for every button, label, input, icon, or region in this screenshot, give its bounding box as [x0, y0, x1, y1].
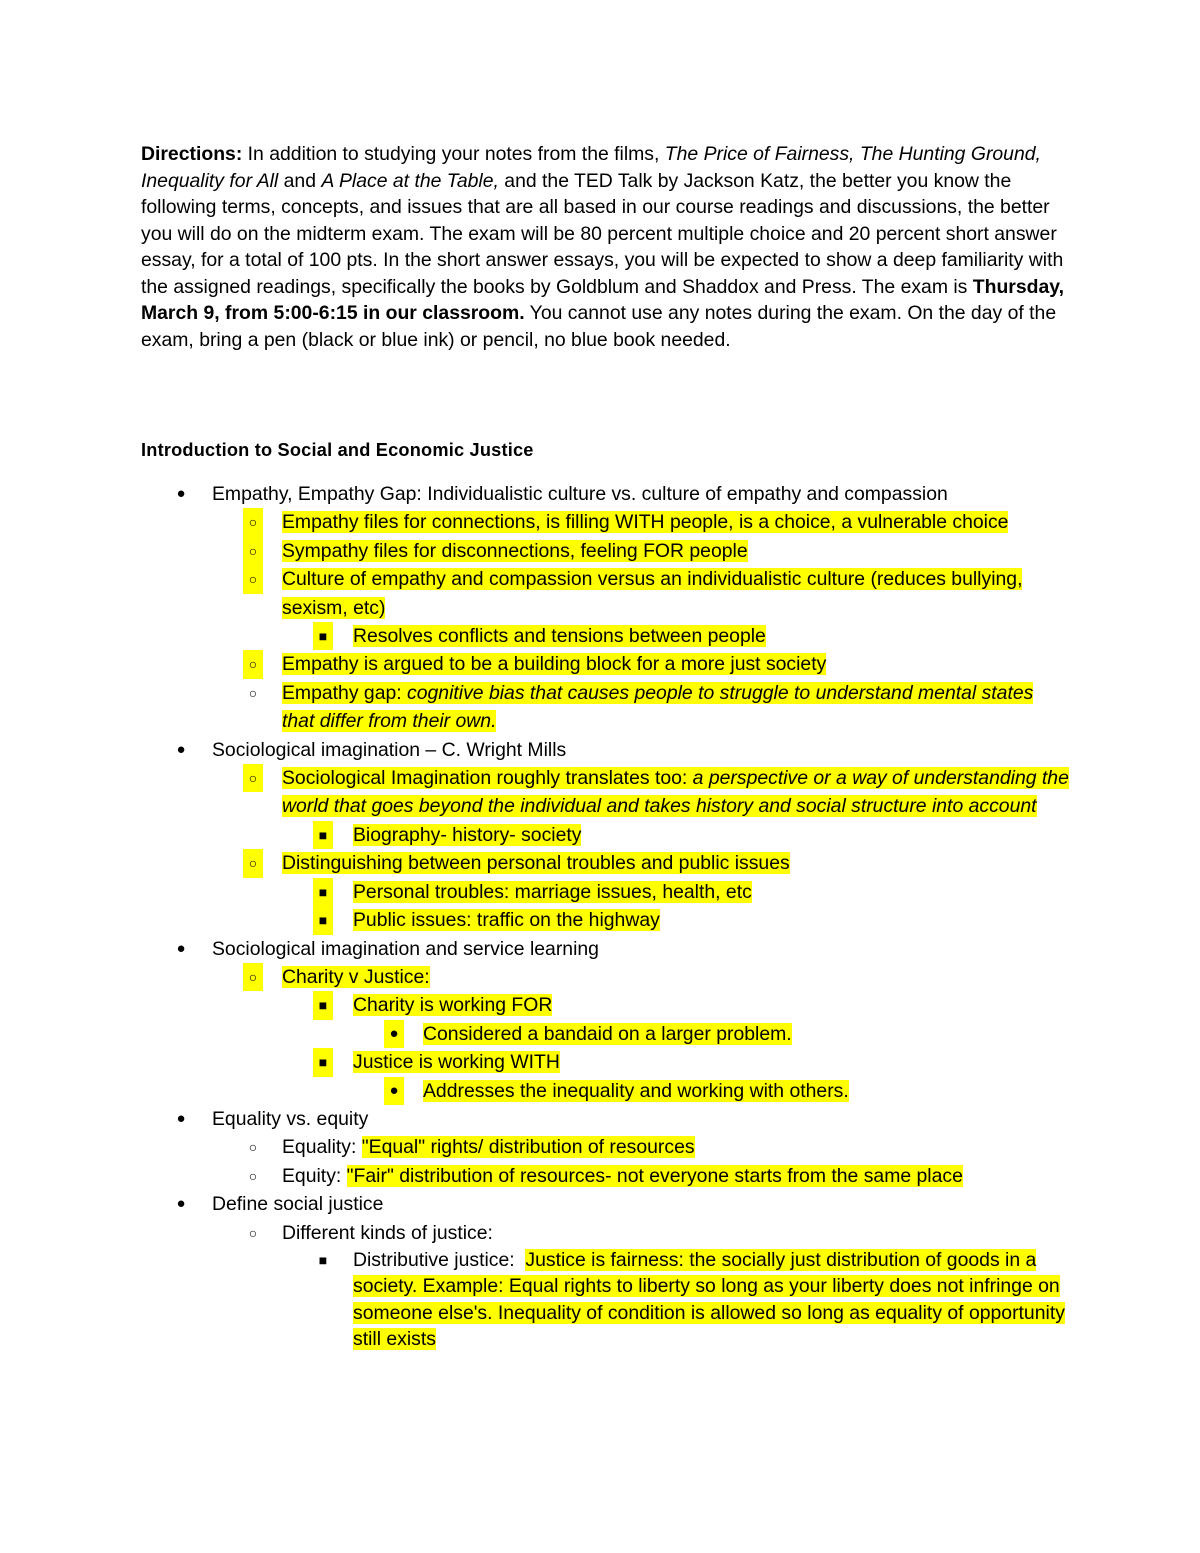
- bullet-disc-icon: ●: [384, 1020, 404, 1048]
- directions-text: In addition to studying your notes from the films,: [242, 143, 665, 165]
- item-text: Public issues: traffic on the highway: [353, 909, 660, 932]
- item-text: Equality vs. equity: [212, 1107, 369, 1130]
- item-text: Charity is working FOR: [353, 994, 553, 1017]
- bullet-disc-icon: ●: [176, 1109, 186, 1127]
- section-title: Introduction to Social and Economic Justice: [141, 440, 534, 460]
- outline-list: [141, 480, 1071, 1353]
- item-text: Empathy is argued to be a building block for a more just society: [282, 653, 827, 676]
- bullet-disc-icon: ●: [176, 939, 186, 957]
- bullet-disc-icon: ●: [176, 485, 186, 502]
- item-text: Different kinds of justice:: [282, 1221, 493, 1244]
- list-item: [141, 1247, 1071, 1353]
- film-title: A Place at the Table,: [321, 169, 499, 192]
- item-definition: Justice is fairness: the socially just distribution of goods in a society. Example: Equal rights to liberty so long as your liberty does not infringe on someone else's. Inequality of condition is allowed so long as equality of opportunity still exists: [353, 1248, 1065, 1351]
- item-definition: "Fair" distribution of resources- not everyone starts from the same place: [346, 1164, 963, 1187]
- list-item: [141, 1133, 1071, 1161]
- list-item: [141, 1162, 1071, 1190]
- film-titles: The Price of Fairness, The Hunting Ground, Inequality for All: [141, 143, 1041, 192]
- exam-time: Thursday, March 9, from 5:00-6:15 in our classroom.: [141, 275, 1064, 324]
- directions-label: Directions:: [141, 143, 243, 165]
- directions-paragraph: [141, 141, 1071, 353]
- bullet-circle-icon: ○: [248, 684, 258, 701]
- document-page: [141, 141, 1071, 1351]
- item-text: Sympathy files for disconnections, feeling FOR people: [282, 539, 748, 562]
- item-text: Define social justice: [212, 1193, 384, 1216]
- list-item: [141, 821, 1071, 849]
- list-item: [141, 878, 1071, 906]
- list-item: [141, 736, 1071, 764]
- list-item: [141, 1020, 1071, 1048]
- list-item: [141, 650, 1071, 678]
- list-item: [141, 935, 1071, 963]
- item-text: Sociological Imagination roughly translates too:: [282, 767, 693, 790]
- item-text: Distributive justice:: [353, 1248, 526, 1271]
- item-text: Addresses the inequality and working with others.: [423, 1079, 849, 1102]
- item-text: Equity:: [282, 1164, 347, 1187]
- bullet-disc-icon: ●: [176, 1195, 186, 1213]
- bullet-circle-icon: ○: [243, 963, 263, 991]
- item-text: Resolves conflicts and tensions between people: [353, 625, 766, 648]
- bullet-circle-icon: ○: [243, 508, 263, 536]
- list-item: [141, 849, 1071, 877]
- list-item: [141, 1077, 1071, 1105]
- list-item: [141, 1105, 1071, 1133]
- bullet-circle-icon: ○: [248, 1139, 258, 1156]
- bullet-circle-icon: ○: [243, 565, 263, 593]
- item-text: Empathy files for connections, is filling WITH people, is a choice, a vulnerable choice: [282, 511, 1009, 534]
- list-item: [141, 622, 1071, 650]
- item-text: Justice is working WITH: [353, 1051, 560, 1074]
- bullet-square-icon: ■: [313, 906, 333, 934]
- item-text: Distinguishing between personal troubles and public issues: [282, 852, 790, 875]
- item-definition: "Equal" rights/ distribution of resources: [361, 1136, 695, 1159]
- list-item: [141, 537, 1071, 565]
- bullet-square-icon: ■: [313, 1048, 333, 1076]
- item-text: Considered a bandaid on a larger problem.: [423, 1022, 792, 1045]
- list-item: [141, 764, 1071, 821]
- item-definition: a perspective or a way of understanding the world that goes beyond the individual and takes history and social structure into account: [282, 767, 1069, 818]
- item-text: Culture of empathy and compassion versus an individualistic culture (reduces bullying, sexism, etc): [282, 568, 1023, 619]
- item-text: Sociological imagination and service learning: [212, 937, 599, 960]
- item-text: Equality:: [282, 1136, 362, 1159]
- item-definition: cognitive bias that causes people to struggle to understand mental states that differ from their own.: [282, 681, 1034, 733]
- list-item: [141, 1190, 1071, 1218]
- item-text: Empathy gap:: [282, 681, 408, 704]
- directions-text: and: [278, 169, 322, 192]
- item-text: Personal troubles: marriage issues, health, etc: [353, 880, 752, 903]
- bullet-disc-icon: ●: [176, 740, 186, 758]
- list-item: [141, 480, 1071, 508]
- list-item: [141, 1219, 1071, 1247]
- item-text: Charity v Justice:: [282, 965, 430, 988]
- bullet-square-icon: ■: [313, 622, 333, 650]
- directions-text: You cannot use any notes during the exam. On the day of the exam, bring a pen (black or blue ink) or pencil, no blue book needed.: [141, 302, 1057, 351]
- list-item: [141, 508, 1071, 536]
- bullet-square-icon: ■: [313, 878, 333, 906]
- bullet-circle-icon: ○: [248, 1167, 258, 1184]
- bullet-circle-icon: ○: [243, 537, 263, 565]
- bullet-square-icon: ■: [313, 821, 333, 849]
- list-item: [141, 991, 1071, 1019]
- item-text: Biography- history- society: [353, 823, 582, 846]
- bullet-circle-icon: ○: [243, 849, 263, 877]
- list-item: [141, 1048, 1071, 1076]
- list-item: [141, 679, 1071, 736]
- item-text: Empathy, Empathy Gap: Individualistic culture vs. culture of empathy and compassion: [212, 483, 948, 505]
- list-item: [141, 963, 1071, 991]
- bullet-disc-icon: ●: [384, 1077, 404, 1105]
- directions-text: and the TED Talk by Jackson Katz, the better you know the following terms, concepts, and issues that are all based in our course readings and discussions, the better you will do on the midterm exam. The exam will be 80 percent multiple choice and 20 percent short answer essay, for a total of 100 pts. In the short answer essays, you will be expected to show a deep familiarity with the assigned readings, specifically the books by Goldblum and Shaddox and Press. The exam is: [141, 169, 1064, 298]
- bullet-circle-icon: ○: [243, 650, 263, 678]
- bullet-square-icon: ■: [318, 1251, 328, 1268]
- bullet-circle-icon: ○: [243, 764, 263, 792]
- bullet-circle-icon: ○: [248, 1224, 258, 1241]
- bullet-square-icon: ■: [313, 991, 333, 1019]
- item-text: Sociological imagination – C. Wright Mills: [212, 738, 567, 761]
- list-item: [141, 906, 1071, 934]
- list-item: [141, 565, 1071, 622]
